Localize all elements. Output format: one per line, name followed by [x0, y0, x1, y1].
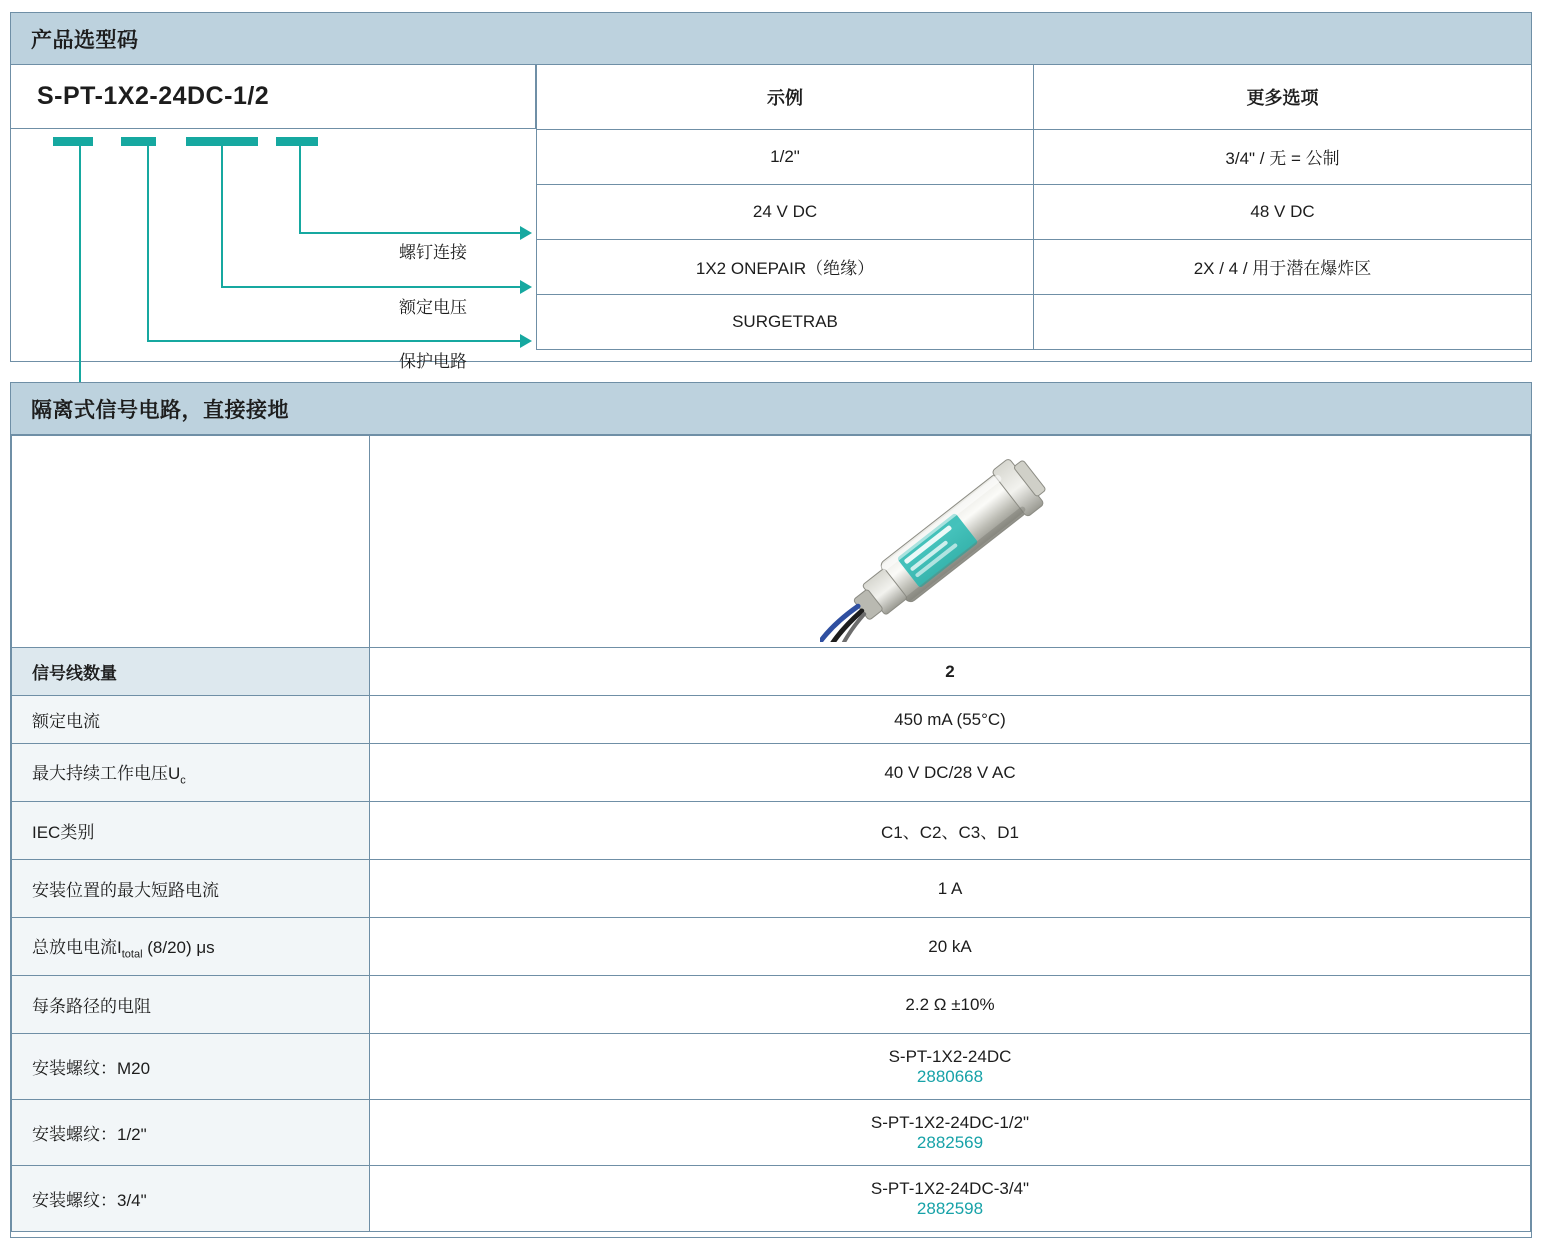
leader-line-rated-voltage-horizontal [221, 286, 522, 288]
isolated-signal-circuit-panel [10, 382, 1532, 1238]
panel-title-ordering: 产品选型码 [31, 28, 139, 52]
leader-label-rated-voltage: 额定电压 [399, 298, 467, 317]
leader-line-screw-connection-horizontal [299, 232, 522, 234]
row-label-text: 总放电电流I [32, 937, 122, 957]
leader-line-product-series-vertical [79, 146, 81, 396]
table-row [537, 184, 1532, 239]
table-row [12, 1166, 1531, 1232]
table-row [12, 860, 1531, 918]
table-row [537, 239, 1532, 294]
signal-specs-table [11, 435, 1531, 1232]
table-header-row [537, 65, 1532, 129]
row-value-thread-m20 [370, 1034, 1531, 1100]
column-header-more-options: 更多选项 [1034, 65, 1532, 129]
row-value-max-short-circuit-current: 1 A [370, 860, 1531, 918]
row-label-rated-current: 额定电流 [12, 696, 370, 744]
row-label-thread-three-quarter-inch: 安装螺纹：3/4" [12, 1166, 370, 1232]
product-image-row [12, 436, 1531, 648]
row-label-max-short-circuit-current: 安装位置的最大短路电流 [12, 860, 370, 918]
code-segment-marker-4 [276, 137, 318, 146]
row-label-thread-half-inch: 安装螺纹：1/2" [12, 1100, 370, 1166]
leader-line-protective-circuit-horizontal [147, 340, 522, 342]
row-value-signal-line-count: 2 [370, 648, 1531, 696]
example-value: 1X2 ONEPAIR（绝缘） [537, 239, 1034, 294]
table-row [12, 976, 1531, 1034]
ordering-body [11, 65, 1531, 371]
more-options-value: 48 V DC [1034, 184, 1532, 239]
part-number: S-PT-1X2-24DC-3/4" [870, 1178, 1030, 1198]
table-row [12, 1034, 1531, 1100]
table-row [537, 129, 1532, 184]
table-row [12, 802, 1531, 860]
panel-header-ordering [11, 13, 1531, 65]
table-row [12, 1100, 1531, 1166]
row-label-max-continuous-voltage [12, 744, 370, 802]
article-number: 2882569 [916, 1132, 984, 1152]
part-number: S-PT-1X2-24DC-1/2" [870, 1112, 1030, 1132]
column-header-example: 示例 [537, 65, 1034, 129]
row-label-iec-category: IEC类别 [12, 802, 370, 860]
product-photo [371, 437, 1529, 646]
panel-header-signal [11, 383, 1531, 435]
row-label-total-discharge-current [12, 918, 370, 976]
more-options-value: 2X / 4 / 用于潜在爆炸区 [1034, 239, 1532, 294]
row-value-thread-three-quarter-inch [370, 1166, 1531, 1232]
code-segment-marker-1 [53, 137, 93, 146]
leader-line-rated-voltage-vertical [221, 146, 223, 288]
table-row [537, 294, 1532, 349]
article-number: 2882598 [916, 1198, 984, 1218]
leader-line-screw-connection-vertical [299, 146, 301, 234]
table-row [12, 744, 1531, 802]
surge-protector-illustration [820, 442, 1080, 642]
ordering-options-table [536, 65, 1532, 350]
row-value-total-discharge-current: 20 kA [370, 918, 1531, 976]
leader-arrow-protective-circuit [520, 334, 532, 348]
order-code-cell [11, 65, 536, 129]
row-label-subscript: total [121, 948, 143, 961]
example-value: 1/2" [537, 129, 1034, 184]
table-row [12, 696, 1531, 744]
product-ordering-code-panel [10, 12, 1532, 371]
leader-label-screw-connection: 螺钉连接 [399, 243, 467, 262]
table-row [12, 648, 1531, 696]
more-options-value [1034, 294, 1532, 349]
row-label-tail: (8/20) μs [142, 937, 215, 957]
leader-arrow-rated-voltage [520, 280, 532, 294]
row-value-thread-half-inch [370, 1100, 1531, 1166]
part-number: S-PT-1X2-24DC [888, 1046, 1012, 1066]
panel-title-signal: 隔离式信号电路，直接接地 [31, 398, 289, 422]
code-segment-marker-2 [121, 137, 156, 146]
more-options-value: 3/4" / 无 = 公制 [1034, 129, 1532, 184]
order-code-text: S-PT-1X2-24DC-1/2 [37, 82, 270, 110]
row-value-rated-current: 450 mA (55°C) [370, 696, 1531, 744]
product-photo-cell [370, 436, 1531, 648]
article-number: 2880668 [916, 1066, 984, 1086]
example-value: SURGETRAB [537, 294, 1034, 349]
row-label-thread-m20: 安装螺纹：M20 [12, 1034, 370, 1100]
leader-arrow-screw-connection [520, 226, 532, 240]
row-label-subscript: c [180, 774, 186, 787]
code-segment-marker-3 [186, 137, 258, 146]
row-label-text: 最大持续工作电压U [32, 763, 181, 783]
table-row [12, 918, 1531, 976]
image-row-spacer [12, 436, 370, 648]
leader-line-protective-circuit-vertical [147, 146, 149, 342]
row-value-resistance-per-path: 2.2 Ω ±10% [370, 976, 1531, 1034]
row-label-signal-line-count: 信号线数量 [12, 648, 370, 696]
leader-label-protective-circuit: 保护电路 [399, 352, 467, 371]
row-value-iec-category: C1、C2、C3、D1 [370, 802, 1531, 860]
row-value-max-continuous-voltage: 40 V DC/28 V AC [370, 744, 1531, 802]
example-value: 24 V DC [537, 184, 1034, 239]
row-label-resistance-per-path: 每条路径的电阻 [12, 976, 370, 1034]
